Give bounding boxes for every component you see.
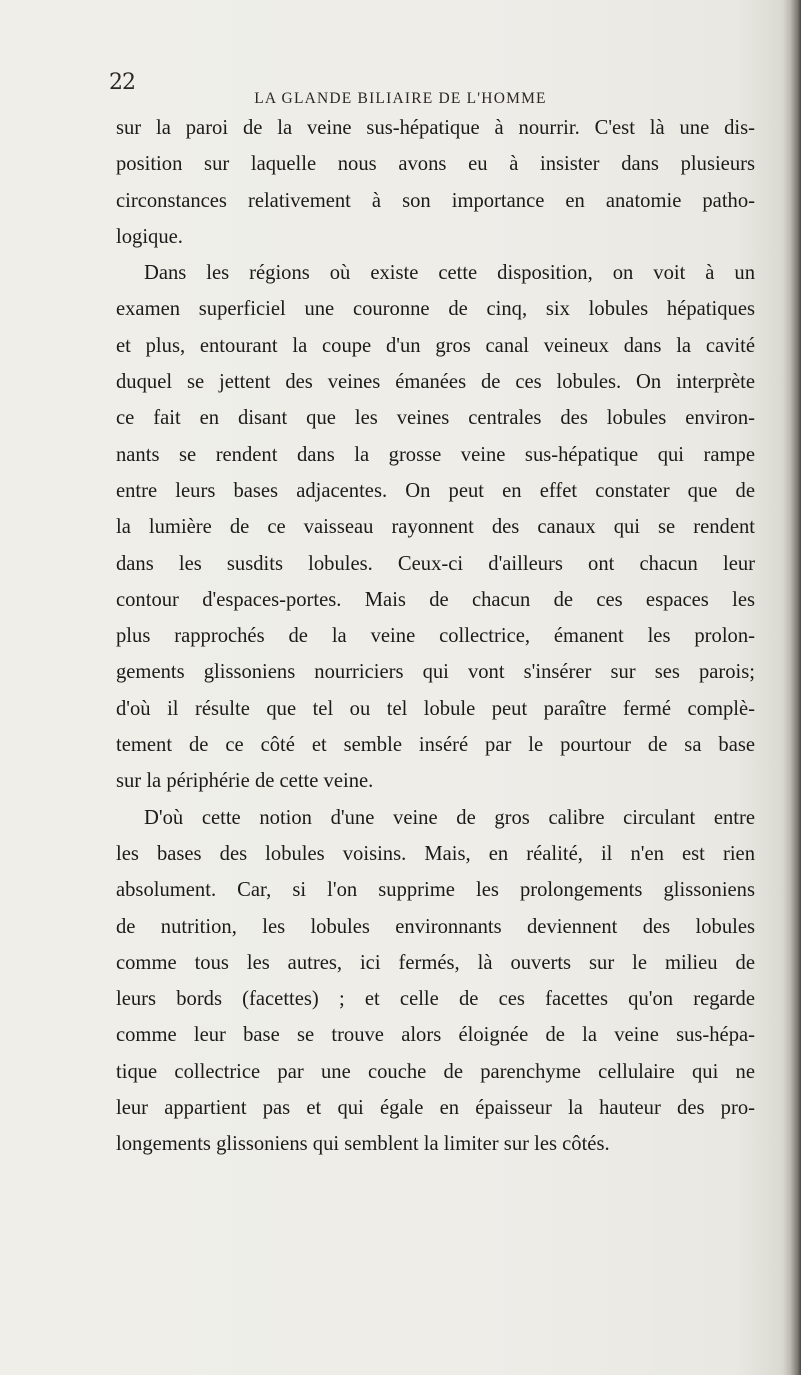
text-line: comme leur base se trouve alors éloignée de la veine sus-hépa- — [116, 1024, 755, 1047]
text-line: leur appartient pas et qui égale en épaisseur la hauteur des pro- — [116, 1097, 755, 1120]
paragraph-1 — [116, 110, 755, 255]
body-text — [116, 110, 755, 1163]
text-line: les bases des lobules voisins. Mais, en réalité, il n'en est rien — [116, 842, 755, 865]
text-line: et plus, entourant la coupe d'un gros canal veineux dans la cavité — [116, 334, 755, 357]
text-line: duquel se jettent des veines émanées de ces lobules. On interprète — [116, 371, 755, 394]
text-line: ce fait en disant que les veines centrales des lobules environ- — [116, 407, 755, 430]
text-line: tique collectrice par une couche de parenchyme cellulaire qui ne — [116, 1060, 755, 1083]
text-line: sur la périphérie de cette veine. — [116, 770, 374, 793]
text-line: position sur laquelle nous avons eu à insister dans plusieurs — [116, 153, 755, 176]
text-line: D'où cette notion d'une veine de gros calibre circulant entre — [144, 806, 755, 829]
text-line: gements glissoniens nourriciers qui vont s'insérer sur ses parois; — [116, 661, 755, 684]
text-line: nants se rendent dans la grosse veine sus-hépatique qui rampe — [116, 443, 755, 466]
text-line: la lumière de ce vaisseau rayonnent des canaux qui se rendent — [116, 516, 755, 539]
text-line: comme tous les autres, ici fermés, là ouverts sur le milieu de — [116, 951, 755, 974]
text-line: dans les susdits lobules. Ceux-ci d'ailleurs ont chacun leur — [116, 552, 755, 575]
text-line: longements glissoniens qui semblent la limiter sur les côtés. — [116, 1133, 610, 1156]
text-line: contour d'espaces-portes. Mais de chacun de ces espaces les — [116, 588, 755, 611]
text-line: circonstances relativement à son importance en anatomie patho- — [116, 189, 755, 212]
text-line: sur la paroi de la veine sus-hépatique à nourrir. C'est là une dis- — [116, 117, 755, 139]
text-line: plus rapprochés de la veine collectrice, émanent les prolon- — [116, 625, 755, 648]
text-line: Dans les régions où existe cette disposition, on voit à un — [144, 262, 755, 285]
text-line: logique. — [116, 225, 183, 248]
text-line: examen superficiel une couronne de cinq, six lobules hépatiques — [116, 298, 755, 321]
text-line: d'où il résulte que tel ou tel lobule peut paraître fermé complè- — [116, 697, 755, 720]
text-line: tement de ce côté et semble inséré par le pourtour de sa base — [116, 734, 755, 757]
paragraph-2 — [116, 255, 755, 799]
text-line: absolument. Car, si l'on supprime les prolongements glissoniens — [116, 879, 755, 902]
page-number: 22 — [109, 70, 135, 95]
paragraph-3 — [116, 800, 755, 1163]
text-line: entre leurs bases adjacentes. On peut en effet constater que de — [116, 479, 755, 502]
running-title: LA GLANDE BILIAIRE DE L'HOMME — [254, 90, 547, 107]
text-line: leurs bords (facettes) ; et celle de ces facettes qu'on regarde — [116, 988, 755, 1011]
page-edge-shadow — [783, 0, 801, 1375]
text-line: de nutrition, les lobules environnants deviennent des lobules — [116, 915, 755, 938]
